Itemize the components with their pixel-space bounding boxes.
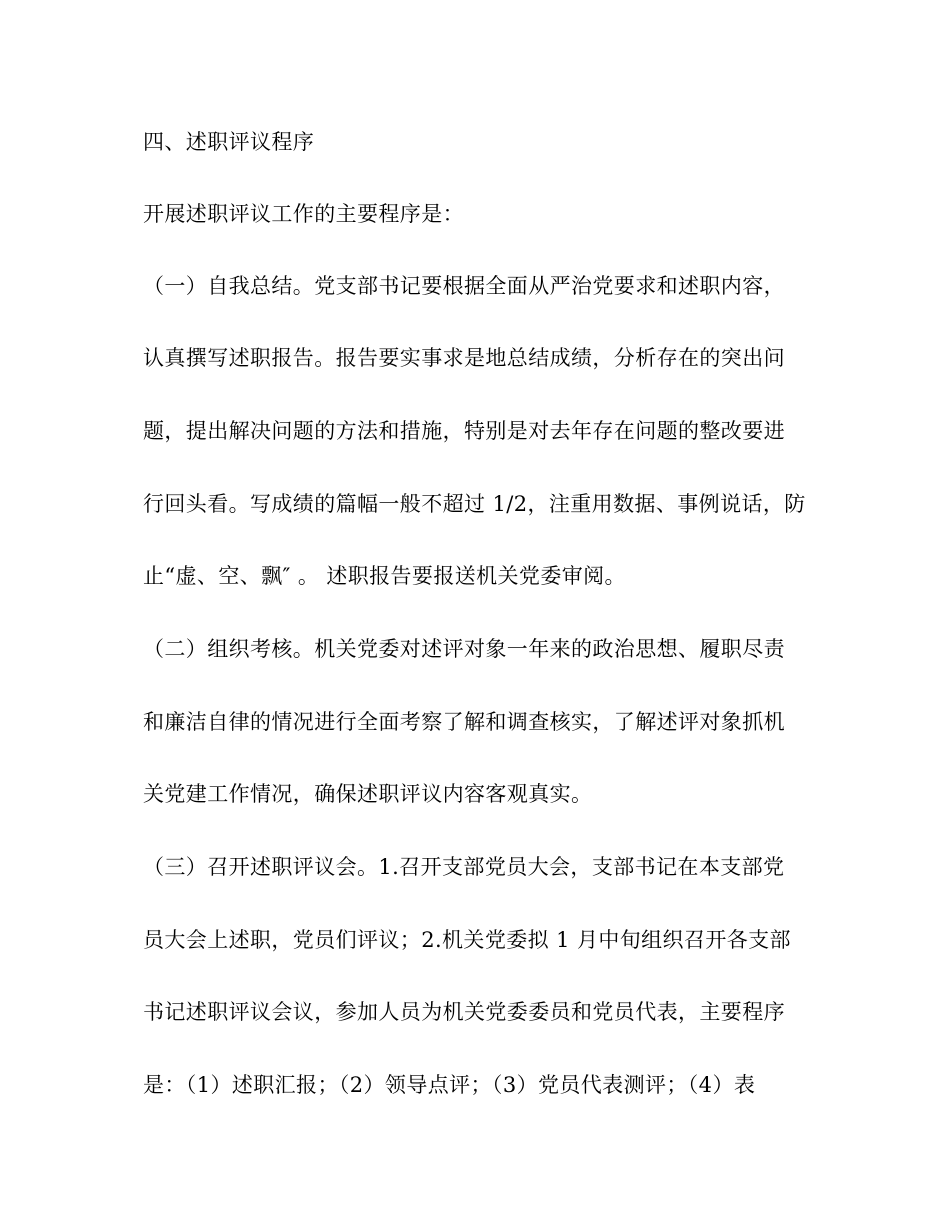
paragraph-line: 和廉洁自律的情况进行全面考察了解和调查核实，了解述评对象抓机 — [143, 710, 785, 734]
paragraph-line: 题，提出解决问题的方法和措施，特别是对去年存在问题的整改要进 — [143, 419, 785, 443]
paragraph-line: 员大会上述职，党员们评议；2.机关党委拟 1 月中旬组织召开各支部 — [143, 928, 791, 952]
paragraph-line: （三）召开述职评议会。1.召开支部党员大会，支部书记在本支部党 — [143, 855, 785, 879]
paragraph-line: 书记述职评议会议，参加人员为机关党委委员和党员代表，主要程序 — [143, 1000, 785, 1024]
paragraph-line: （一）自我总结。党支部书记要根据全面从严治党要求和述职内容， — [143, 274, 785, 298]
paragraph-line: （二）组织考核。机关党委对述评对象一年来的政治思想、履职尽责 — [143, 637, 785, 661]
paragraph-line: 认真撰写述职报告。报告要实事求是地总结成绩，分析存在的突出问 — [143, 346, 785, 370]
paragraph-line: 开展述职评议工作的主要程序是： — [143, 202, 464, 226]
section-heading: 四、述职评议程序 — [143, 130, 315, 154]
paragraph-line: 止“虚、空、飘″ 。 述职报告要报送机关党委审阅。 — [143, 564, 626, 588]
paragraph-line: 行回头看。写成绩的篇幅一般不超过 1/2，注重用数据、事例说话，防 — [143, 492, 806, 516]
paragraph-line: 关党建工作情况，确保述职评议内容客观真实。 — [143, 782, 593, 806]
paragraph-line: 是：（1）述职汇报；（2）领导点评；（3）党员代表测评；（4）表 — [143, 1073, 756, 1097]
